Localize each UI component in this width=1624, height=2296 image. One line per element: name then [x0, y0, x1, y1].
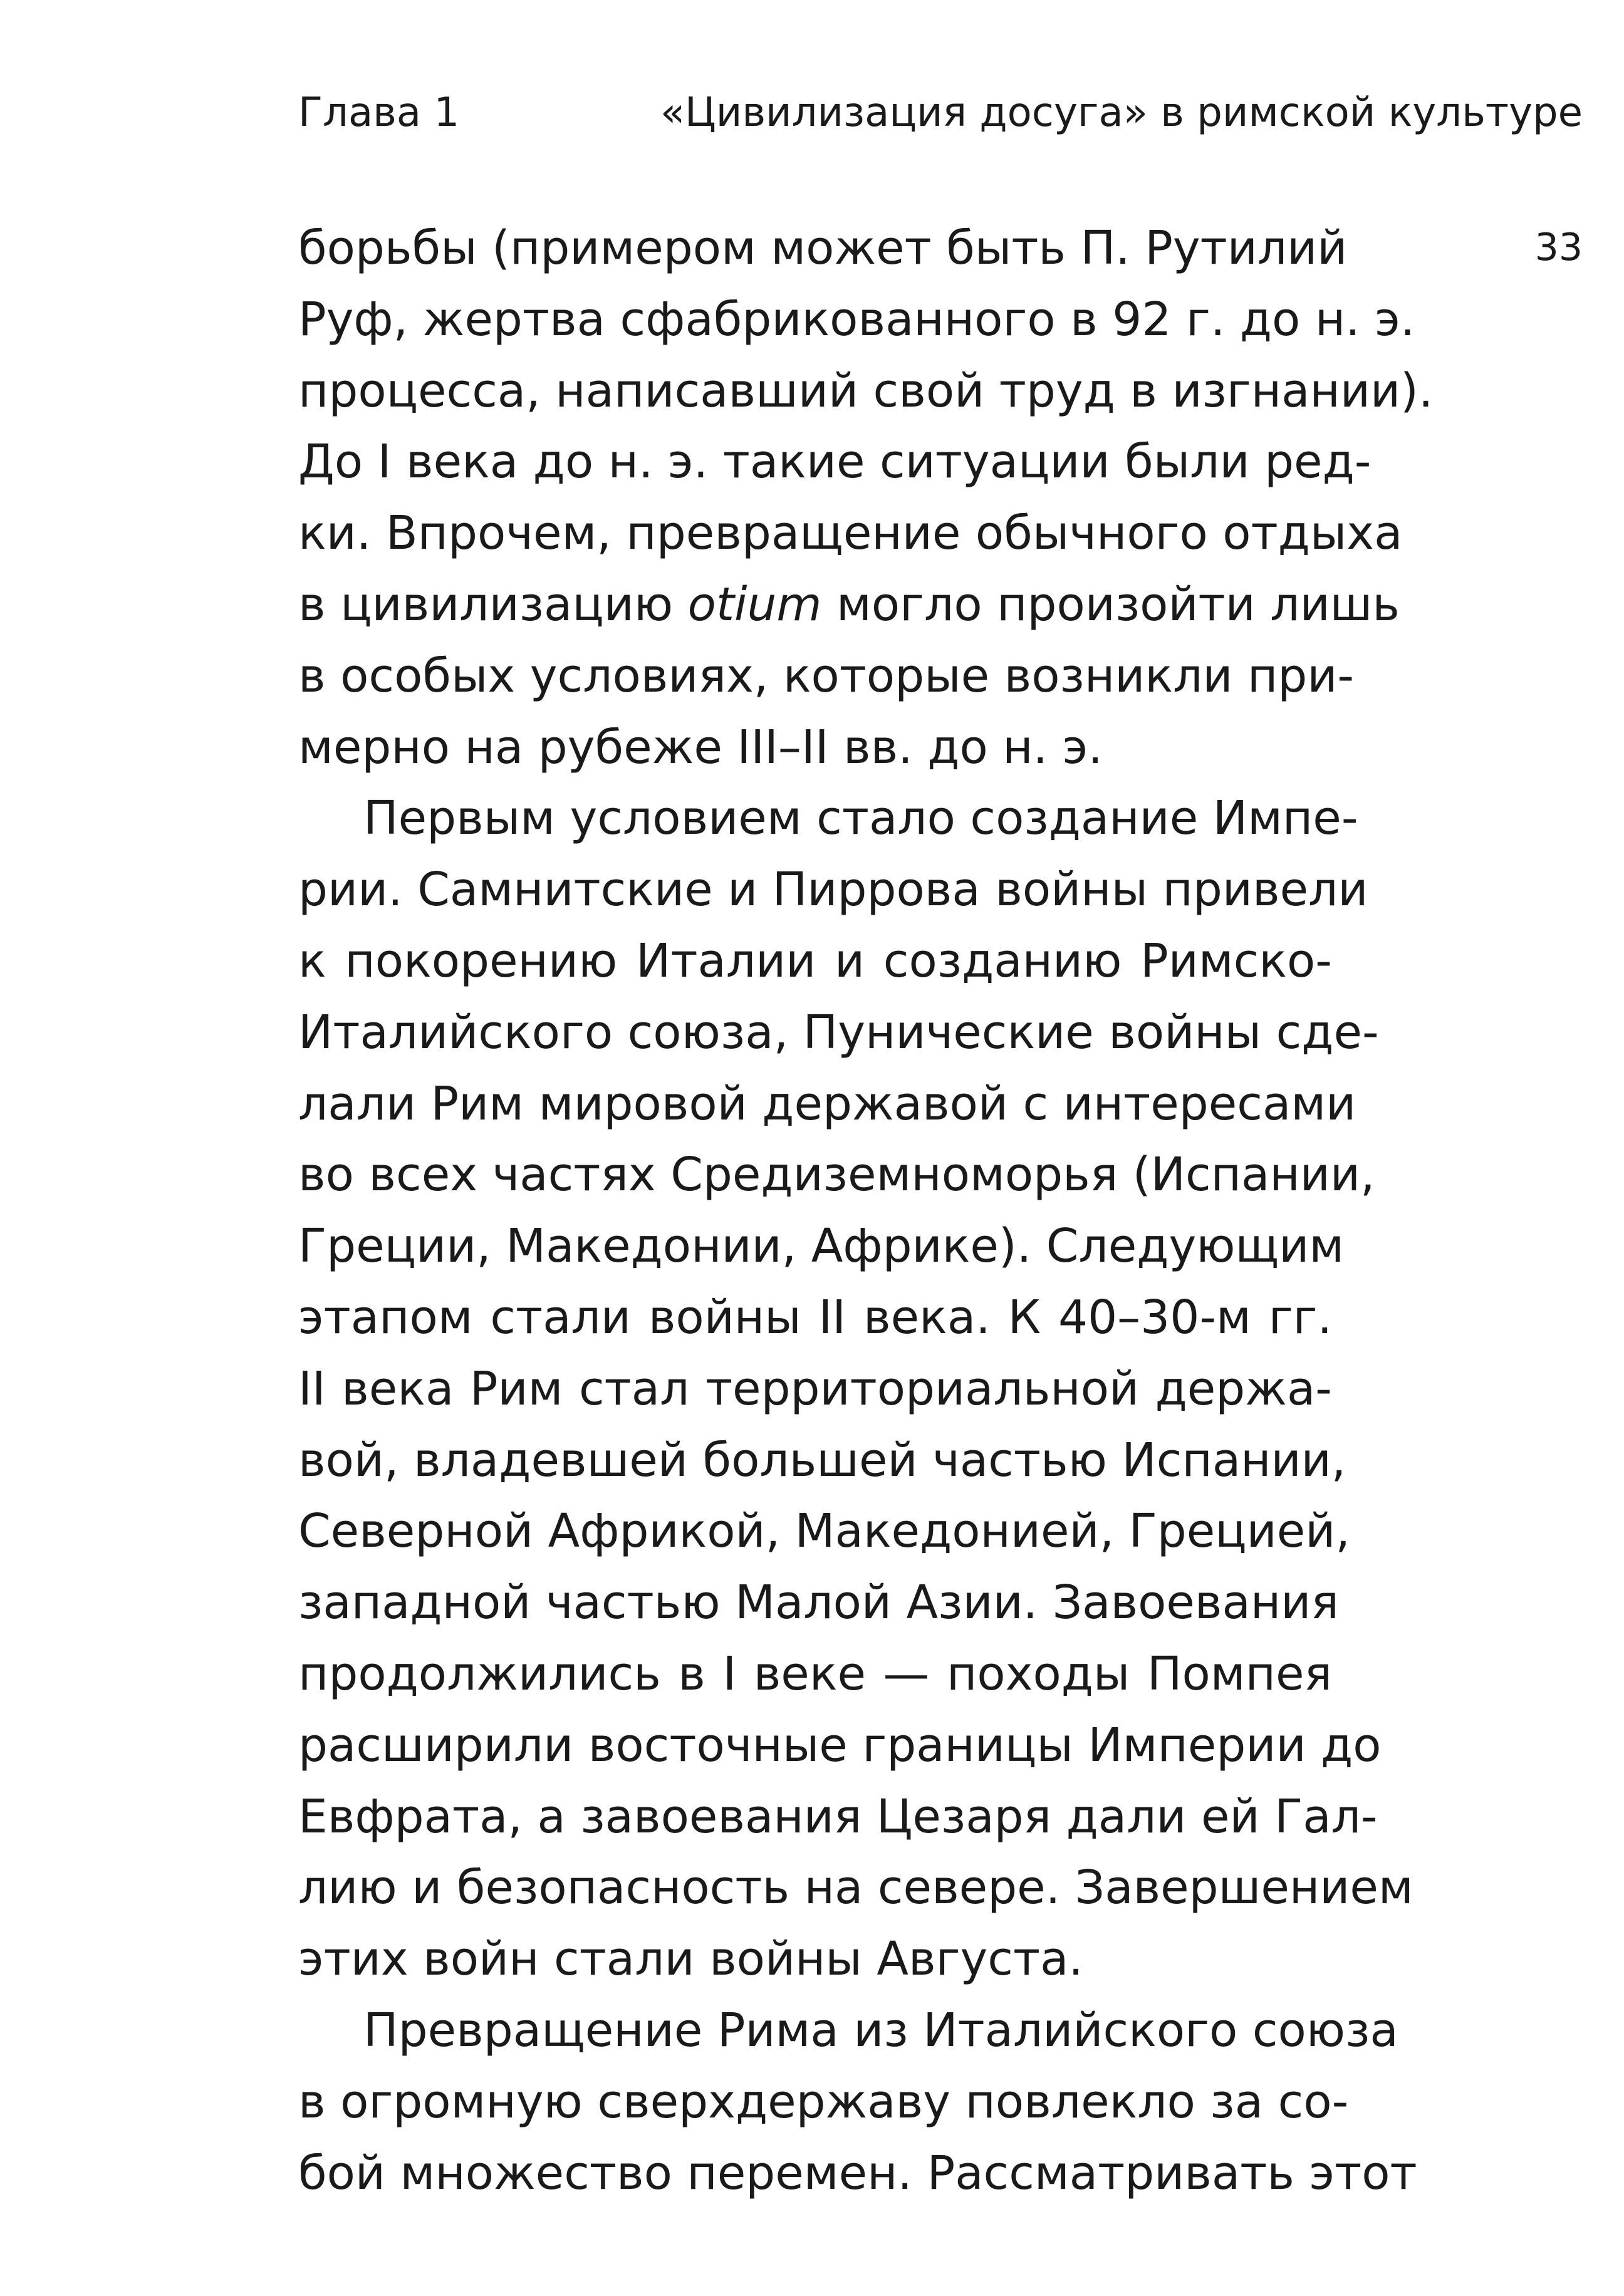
text-line: в особых условиях, которые возникли при-	[298, 648, 1355, 703]
text-line: Италийского союза, Пунические войны сде-	[298, 1005, 1379, 1059]
text-line: этапом стали войны II века. К 40–30-м гг.	[298, 1290, 1332, 1344]
text-line: расширили восточные границы Империи до	[298, 1718, 1382, 1772]
page-number: 33	[1534, 226, 1583, 269]
text-line: к покорению Италии и созданию Римско-	[298, 933, 1332, 988]
text-line: этих войн стали войны Августа.	[298, 1932, 1083, 1987]
italic-term: otium	[687, 577, 822, 631]
text-line: западной частью Малой Азии. Завоевания	[298, 1576, 1339, 1630]
text-line: Евфрата, а завоевания Цезаря дали ей Гал-	[298, 1789, 1378, 1844]
text-line: рии. Самнитские и Пиррова войны привели	[298, 863, 1368, 917]
text-line: вой, владевшей большей частью Испании,	[298, 1433, 1346, 1487]
text-line: Греции, Македонии, Африке). Следующим	[298, 1219, 1345, 1274]
text-line: лию и безопасность на севере. Завершением	[298, 1861, 1413, 1915]
text-line: Превращение Рима из Италийского союза	[363, 2003, 1398, 2057]
text-fragment: могло произойти лишь	[821, 577, 1400, 631]
text-line: продолжились в I веке — походы Помпея	[298, 1646, 1332, 1701]
paragraph-1	[298, 213, 1434, 783]
text-line: мерно на рубеже III–II вв. до н. э.	[298, 720, 1103, 774]
paragraph-3	[298, 1995, 1417, 2209]
text-fragment: в цивилизацию	[298, 577, 688, 631]
text-line: борьбы (примером может быть П. Рутилий	[298, 221, 1348, 275]
text-line: процесса, написавший свой труд в изгнании).	[298, 363, 1434, 418]
text-line: Северной Африкой, Македонией, Грецией,	[298, 1504, 1350, 1559]
paragraph-2	[298, 783, 1413, 1995]
text-line: бой множество перемен. Рассматривать этот	[298, 2146, 1417, 2200]
text-line: Руф, жертва сфабрикованного в 92 г. до н. э.	[298, 292, 1415, 346]
text-line	[298, 569, 1400, 641]
text-line: во всех частях Средиземноморья (Испании,	[298, 1148, 1375, 1202]
chapter-label: Глава 1	[298, 90, 460, 136]
text-line: лали Рим мировой державой с интересами	[298, 1076, 1356, 1131]
text-line: II века Рим стал территориальной держа-	[298, 1361, 1332, 1416]
text-line: До I века до н. э. такие ситуации были ред-	[298, 435, 1372, 489]
text-line: ки. Впрочем, превращение обычного отдыха	[298, 506, 1403, 561]
text-line: в огромную сверхдержаву повлекло за со-	[298, 2074, 1349, 2129]
body-text	[298, 213, 1434, 2209]
running-head	[298, 81, 1583, 144]
running-title: «Цивилизация досуга» в римской культуре	[660, 90, 1583, 136]
text-line: Первым условием стало создание Импе-	[363, 791, 1358, 846]
